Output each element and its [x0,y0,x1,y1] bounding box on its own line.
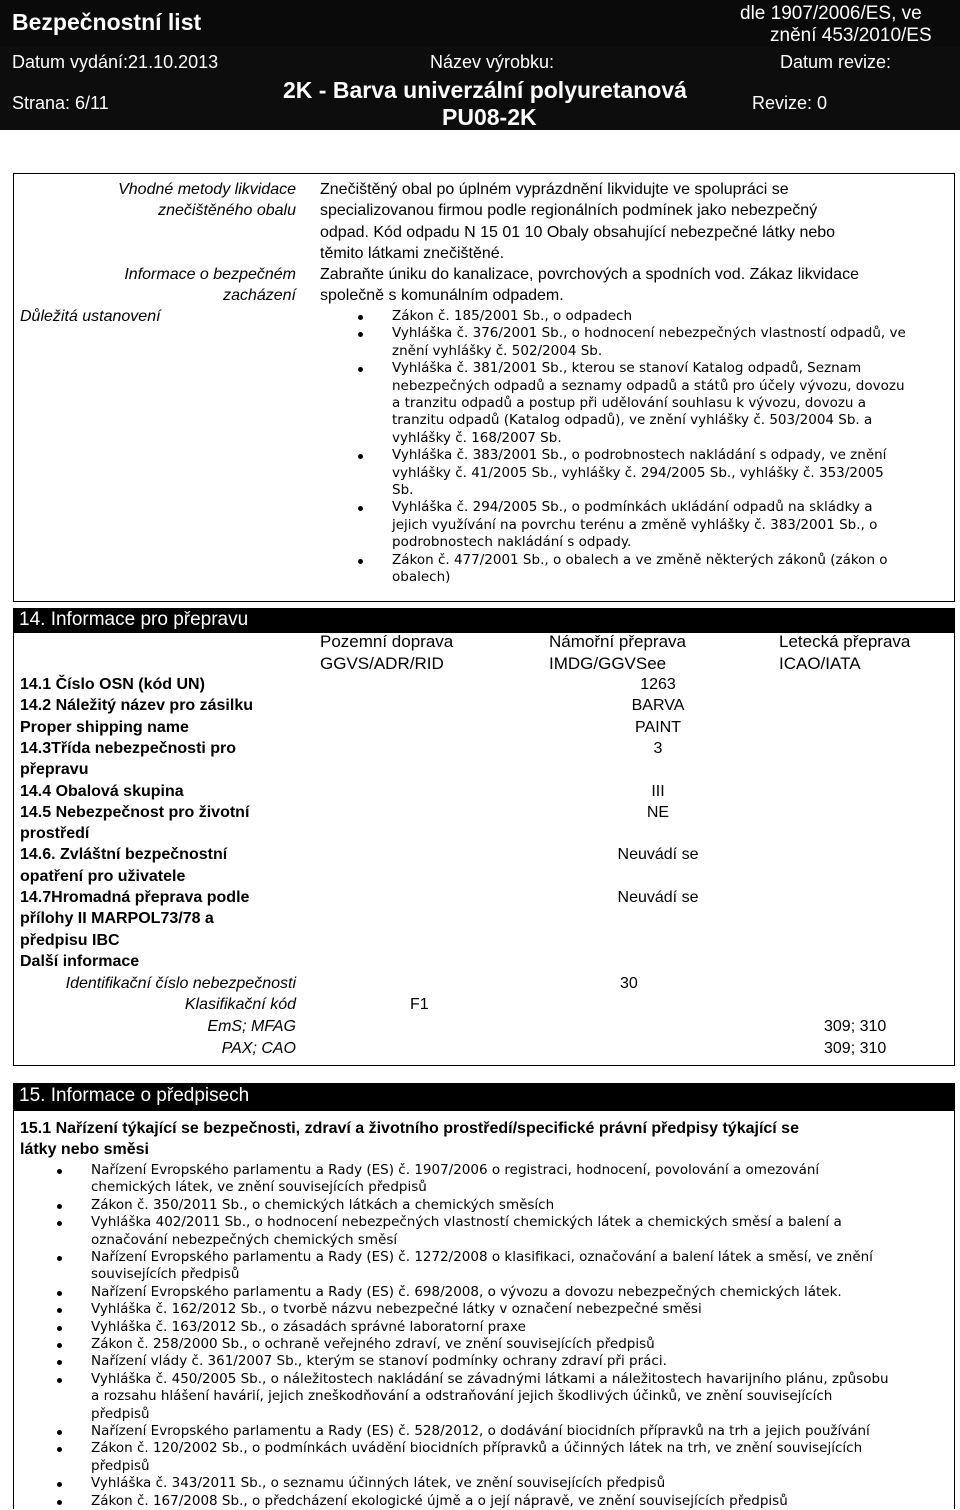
bullet-icon [358,315,363,320]
disposal-text-line: těmito látkami znečištěné. [320,244,505,262]
transport-row-value: BARVA [631,697,685,715]
pax-value: 309; 310 [824,1040,887,1057]
regulation-item-line: Nařízení Evropského parlamentu a Rady (ES) č. 698/2008, o vývozu a dovozu nebezpečných chemických látek. [91,1283,842,1300]
regulation-item-line: Zákon č. 185/2001 Sb., o odpadech [392,308,633,324]
pax-label: PAX; CAO [221,1040,296,1057]
safe-handling-text-line: společně s komunálním odpadem. [320,287,564,305]
regulation-item-line: Zákon č. 477/2001 Sb., o obalech a ve změně některých zákonů (zákon o [392,551,888,568]
ems-value: 309; 310 [824,1018,887,1035]
ems-label: EmS; MFAG [207,1018,296,1035]
regulation-item-line: označování nebezpečných chemických směsí [91,1231,398,1248]
regulation-item-line: Zákon č. 258/2000 Sb., o ochraně veřejného zdraví, ve znění souvisejících předpisů [91,1336,655,1352]
regulation-item-line: Vyhláška č. 163/2012 Sb., o zásadách správné laboratorní praxe [91,1318,526,1335]
further-info-label: Další informace [20,953,140,970]
regulation-item-line: nebezpečných odpadů a seznamy odpadů a států pro účely vývozu, dovozu [392,377,905,394]
safe-handling-label-1: Informace o bezpečném [124,266,296,283]
regulation-item-line: vyhlášky č. 168/2007 Sb. [392,429,562,446]
disposal-text-line: specializovanou firmou podle regionálních podmínek jako nebezpečný [320,202,818,220]
product-name-label: Název výrobku: [430,52,555,72]
transport-row-value: NE [646,803,670,821]
regulation-item-line: Vyhláška č. 450/2005 Sb., o náležitostech nakládání se závadnými látkami a náležitostech havarijního plánu, způsobu [91,1370,889,1387]
hazard-id-value: 30 [620,975,638,992]
regulation-item-line: a rozsahu hlášení havárií, jejich zneškodňování a odstraňování jejich škodlivých účinků, ve znění souvisejících [91,1388,833,1405]
col-air-1: Letecká přeprava [779,632,911,651]
transport-row-value: III [651,782,665,800]
hazard-id-label: Identifikační číslo nebezpečnosti [65,975,296,992]
regulation-item-line: Sb. [392,482,414,498]
transport-row-label: přepravu [20,761,89,779]
product-name-line-1: 2K - Barva univerzální polyuretanová [283,77,687,103]
transport-row-label: 14.1 Číslo OSN (kód UN) [20,676,205,693]
document-header [0,0,960,130]
section-14-heading: 14. Informace pro přepravu [19,609,249,630]
col-air-2: ICAO/IATA [779,654,861,673]
transport-row-label: prostředí [20,825,90,843]
regulation-item-line: Zákon č. 167/2008 Sb., o předcházení ekologické újmě a o její nápravě, ve znění souvisejících předpisů [91,1492,788,1509]
transport-row-label: přílohy II MARPOL73/78 a [20,910,214,928]
regulation-item-line: Zákon č. 350/2011 Sb., o chemických látkách a chemických směsích [91,1196,555,1213]
transport-row-value: 1263 [640,676,676,693]
bullet-icon [57,1430,62,1435]
col-road-1: Pozemní doprava [320,632,454,651]
transport-row-label: 14.4 Obalová skupina [20,782,184,800]
section-15-heading-bar [13,1083,955,1110]
regulation-item-line: předpisů [91,1405,150,1422]
bullet-icon [57,1500,62,1505]
product-name-line-2: PU08-2K [442,104,537,130]
regulation-item-line: podrobnostech nakládání s odpady. [392,534,632,551]
regulation-item-line: a tranzitu odpadů a postup při udělování souhlasu k vývozu, dovozu a [392,395,867,411]
bullet-icon [57,1378,62,1383]
disposal-text-line: Znečištěný obal po úplném vyprázdnění likvidujte ve spolupráci se [320,181,789,198]
transport-row-label: předpisu IBC [20,931,120,949]
revision-number: Revize: 0 [752,93,828,113]
disposal-label-2: znečištěného obalu [158,202,296,219]
transport-row-label: opatření pro uživatele [20,867,186,885]
regulation-item-line: Nařízení vlády č. 361/2007 Sb., kterým se stanoví podmínky ochrany zdraví při práci. [91,1353,667,1370]
issue-date: Datum vydání:21.10.2013 [12,52,219,72]
section-15-subheading-2: látky nebo směsi [20,1141,149,1158]
regulation-line-1: dle 1907/2006/ES, ve [740,3,922,24]
regulation-item-line: Nařízení Evropského parlamentu a Rady (ES) č. 1907/2006 o registraci, hodnocení, povolování a omezování [91,1162,820,1178]
regulation-item-line: Vyhláška č. 383/2001 Sb., o podrobnostech nakládání s odpady, ve znění [392,447,887,464]
document-title: Bezpečnostní list [12,9,202,35]
class-code-value: F1 [410,996,429,1013]
safe-handling-text-line: Zabraňte úniku do kanalizace, povrchových a spodních vod. Zákaz likvidace [320,266,859,283]
disposal-text-line: odpad. Kód odpadu N 15 01 10 Obaly obsahující nebezpečné látky nebo [320,223,836,241]
transport-row-value: Neuvádí se [617,889,699,906]
safe-handling-label-2: zacházení [223,287,296,304]
class-code-label: Klasifikační kód [184,996,296,1013]
regulation-item-line: jejich využívání na povrchu terénu a změně vyhlášky č. 383/2001 Sb., o [392,516,878,533]
regulation-item-line: tranzitu odpadů (Katalog odpadů), ve znění vyhlášky č. 503/2004 Sb. a [392,412,873,429]
regulation-item-line: vyhlášky č. 41/2005 Sb., vyhlášky č. 294/2005 Sb., vyhlášky č. 353/2005 [392,464,884,481]
section-15-heading: 15. Informace o předpisech [19,1085,250,1106]
regulation-item-line: Nařízení Evropského parlamentu a Rady (ES) č. 528/2012, o dodávání biocidních přípravků na trh a jejich používání [91,1423,870,1439]
regulation-item-line: Nařízení Evropského parlamentu a Rady (ES) č. 1272/2008 o klasifikaci, označování a balení látek a směsí, ve znění [91,1249,873,1265]
transport-row-label: 14.3Třída nebezpečnosti pro [20,739,237,757]
bullet-icon [57,1256,62,1261]
transport-row-label: 14.5 Nebezpečnost pro životní [20,803,250,821]
regulation-item-line: souvisejících předpisů [91,1266,240,1283]
bullet-icon [57,1326,62,1331]
col-sea-2: IMDG/GGVSee [549,654,667,673]
regulation-item-line: chemických látek, ve znění souvisejících předpisů [91,1179,427,1196]
regulation-item-line: Vyhláška 402/2011 Sb., o hodnocení nebezpečných vlastností chemických látek a chemických směsí a balení a [91,1214,842,1231]
transport-row-value: Neuvádí se [617,846,699,864]
regulation-item-line: obalech) [392,569,451,585]
bullet-icon [57,1169,62,1174]
section-14-heading-bar [13,608,955,632]
transport-row-value: PAINT [635,718,681,736]
regulation-item-line: Vyhláška č. 381/2001 Sb., kterou se stanoví Katalog odpadů, Seznam [392,360,862,377]
bullet-icon [57,1343,62,1348]
regulation-item-line: Vyhláška č. 343/2011 Sb., o seznamu účinných látek, ve znění souvisejících předpisů [91,1475,666,1492]
col-sea-1: Námořní přeprava [549,632,687,651]
regulation-item-line: Vyhláška č. 294/2005 Sb., o podmínkách ukládání odpadů na skládky a [392,499,873,516]
page-number: Strana: 6/11 [12,93,109,113]
bullet-icon [57,1291,62,1296]
section-15-subheading-1: 15.1 Nařízení týkající se bezpečnosti, zdraví a životního prostředí/specifické právní předpisy týkající se [20,1120,799,1137]
important-regulations-label: Důležitá ustanovení [20,308,161,325]
regulation-item-line: Vyhláška č. 162/2012 Sb., o tvorbě názvu nebezpečné látky v označení nebezpečné směsi [91,1301,702,1318]
regulation-line-2: znění 453/2010/ES [770,25,932,46]
regulation-item-line: Zákon č. 120/2002 Sb., o podmínkách uvádění biocidních přípravků a účinných látek na trh, ve znění souvisejících [91,1440,863,1457]
transport-row-label: 14.2 Náležitý název pro zásilku [20,697,253,715]
transport-row-label: 14.6. Zvláštní bezpečnostní [20,846,228,864]
disposal-label-1: Vhodné metody likvidace [118,181,296,198]
transport-row-label: 14.7Hromadná přeprava podle [20,889,250,906]
bullet-icon [57,1204,62,1209]
revision-date-label: Datum revize: [780,52,892,72]
transport-row-value: 3 [653,739,663,757]
col-road-2: GGVS/ADR/RID [320,654,444,673]
transport-row-label: Proper shipping name [20,718,189,736]
regulation-item-line: znění vyhlášky č. 502/2004 Sb. [392,342,603,359]
regulation-item-line: předpisů [91,1457,150,1474]
regulation-item-line: Vyhláška č. 376/2001 Sb., o hodnocení nebezpečných vlastností odpadů, ve [392,325,906,342]
bullet-icon [358,559,363,564]
